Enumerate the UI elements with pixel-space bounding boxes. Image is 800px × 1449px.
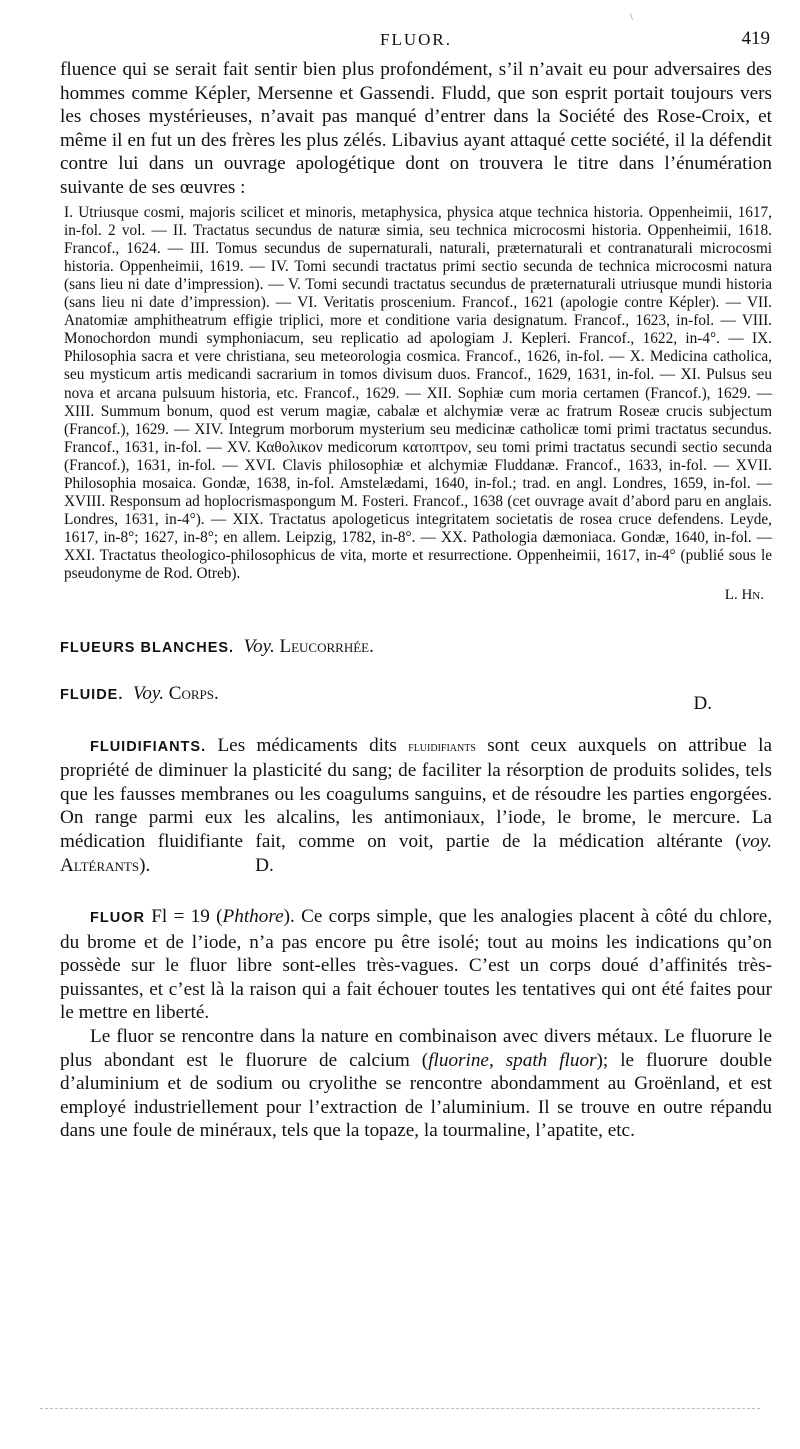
entry-text: ). Ce corps simple, que les analogies placent à côté du chlore, du brome et de l’iode, n’a pas encore pu être isolé; tout au moins les indications qu’on possède sur le fluor libre sont-elles très-vagues. C’est un corps doué d’affinités très-puissantes, et c’est là la raison qui a fait échouer toutes les tentatives qui ont été faites pour le mettre en liberté.: [60, 906, 773, 1024]
entry-fluidifiants: [60, 734, 772, 878]
entry-fluide: [60, 681, 772, 714]
cross-reference: Corps.: [168, 682, 219, 704]
entry-headword: FLUOR: [90, 910, 145, 927]
entry-text: sont ceux auxquels on attribue la propriété de diminuer la plasticité du sang; de faciliter la résorption de produits solides, tels que les fausses membranes ou les coagulums sanguins, et de résoudre les parties engorgées. On range parmi eux les alcalins, les antimoniaux, l’iode, le brome, le mercure. La médication fluidifiante fait, comme on voit, partie de la médication altérante (: [60, 734, 773, 852]
fludd-paragraph: fluence qui se serait fait sentir bien plus profondément, s’il n’avait eu pour adversaires des hommes comme Képler, Mersenne et Gassendi. Fludd, que son esprit portait toujours vers les choses mystérieuses, n’avait pas manqué d’entrer dans la Société des Rose-Croix, et même il en fut un des frères les plus zélés. Libavius ayant attaqué cette société, il la défendit contre lui dans un ouvrage apologétique dont on trouvera le titre dans l’énumération suivante de ses œuvres :: [60, 59, 772, 198]
cross-reference: Leucorrhée.: [279, 635, 374, 657]
entry-flueurs-blanches: [60, 634, 772, 661]
inline-term: fluidifiants: [408, 739, 476, 755]
voy-label: Voy.: [243, 635, 275, 657]
running-title: FLUOR.: [380, 30, 452, 49]
entry-text: ); le fluorure double d’aluminium et de sodium ou cryolithe se rencontre abondamment au Groënland, et est employé industriellement pour l’extraction de l’aluminium. Il se trouve en outre répandu dans une foule de minéraux, tels que la topaze, la tourmaline, l’apatite, etc.: [60, 1049, 772, 1142]
mineral-names: fluorine, spath fluor: [428, 1049, 597, 1071]
chemical-formula: Fl = 19 (: [151, 906, 223, 928]
voy-label: voy.: [741, 830, 772, 852]
running-head: [60, 30, 772, 54]
cross-reference: Altérants: [60, 854, 140, 876]
fluor-paragraph-2: [60, 1025, 772, 1143]
page-bottom-rule: [40, 1408, 760, 1409]
entry-headword: FLUIDE.: [60, 686, 124, 703]
symbol-name: Phthore: [222, 906, 284, 928]
stray-mark: \: [630, 12, 633, 23]
entry-text: Les médicaments dits: [217, 734, 397, 756]
entry-headword: FLUEURS BLANCHES.: [60, 639, 235, 656]
fludd-bibliography: I. Utriusque cosmi, majoris scilicet et minoris, metaphysica, physica atque technica historia. Oppenheimii, 1617, in-fol. 2 vol. — II. Tractatus secundus de naturæ simia, seu technica microcosmi historia. Oppenheimii, 1618. Francof., 1624. — III. Tomus secundus de supernaturali, naturali, præternaturali et contranaturali microcosmi historia. Oppenheimii, 1619. — IV. Tomi secundi tractatus primi sectio secunda de technica microcosmi natura (sans lieu ni date d’impression). — V. Tomi secundi tractatus secundus de præternaturali utriusque mundi historia (sans lieu ni date d’impression). — VI. Veritatis proscenium. Francof., 1621 (apologie contre Képler). — VII. Anatomiæ amphitheatrum effigie triplici, more et conditione varia designatum. Francof., 1623, in-fol. — VIII. Monochordon mundi symphoniacum, seu replicatio ad apologiam J. Kepleri. Francof., 1622, in-4°. — IX. Philosophia sacra et vere christiana, seu meteorologia cosmica. Francof., 1626, in-fol. — X. Medicina catholica, seu mysticum artis medicandi sacrarium in tomos divisum duos. Francof., 1629, 1631, in-fol. — XI. Pulsus seu nova et arcana pulsuum historia, etc. Francof., 1629. — XII. Sophiæ cum moria certamen (Francof.), 1629. — XIII. Summum bonum, quod est verum magiæ, cabalæ et alchymiæ veræ ac fratrum Roseæ crucis subjectum (Francof.), 1629. — XIV. Integrum morborum mysterium seu medicinæ catholicæ tomi primi tractatus secundus. Francof., 1631, in-fol. — XV. Καθολικον medicorum κατοπτρον, seu tomi primi tractatus secundi sectio secunda (Francof.), 1631, in-fol. — XVI. Clavis philosophiæ et alchymiæ Fluddanæ. Francof., 1633, in-fol. — XVII. Philosophia mosaica. Gondæ, 1638, in-fol. Amstelædami, 1640, in-fol.; trad. en angl. Londres, 1659, in-fol. — XVIII. Responsum ad hoplocrismaspongum M. Fosteri. Francof., 1638 (cet ouvrage avait d’abord paru en anglais. Londres, 1631, in-4°). — XIX. Tractatus apologeticus integritatem societatis de rosea cruce defendens. Leyde, 1617, in-8°; 1627, in-8°; en allem. Leipzig, 1782, in-8°. — XX. Pathologia dæmoniaca. Gondæ, 1640, in-fol. — XXI. Tractatus theologico-philosophicus de vita, morte et resurrectione. Oppenheimii, 1617, in-4° (publié sous le pseudonyme de Rod. Otreb).: [64, 203, 772, 583]
entry-headword: FLUIDIFIANTS.: [90, 738, 207, 755]
entry-text: Le fluor se rencontre dans la nature en combinaison avec divers métaux. Le fluorure le plus abondant est le fluorure de calcium (: [60, 1026, 772, 1071]
entry-fluor: [60, 905, 772, 1025]
author-initial: D.: [255, 854, 274, 876]
article-signature: L. Hn.: [724, 586, 764, 603]
author-initial: D.: [693, 692, 712, 714]
voy-label: Voy.: [132, 682, 165, 704]
page-number: 419: [741, 28, 770, 49]
page-body: [60, 58, 772, 1143]
entry-text: ).: [139, 854, 151, 876]
